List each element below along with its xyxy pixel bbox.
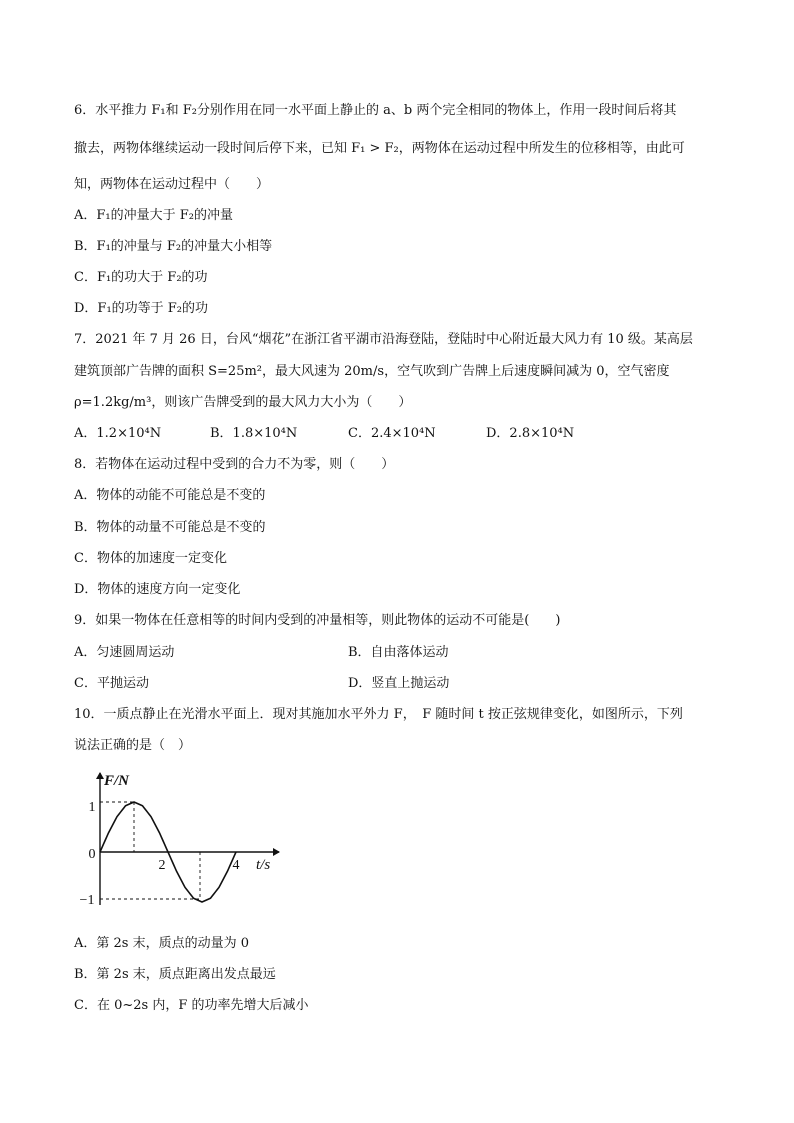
y-tick-minus-1: −1 xyxy=(79,893,95,908)
q7-line1: 7．2021 年 7 月 26 日，台风“烟花”在浙江省平湖市沿海登陆，登陆时中心附近最大风力有 10 级。某高层 xyxy=(74,332,693,347)
x-axis-label: t/s xyxy=(256,857,271,873)
q10-option-c: C．在 0~2s 内，F 的功率先增大后减小 xyxy=(74,998,309,1013)
q10-option-b: B．第 2s 末，质点距离出发点最远 xyxy=(74,967,276,982)
q6-option-a: A．F₁的冲量大于 F₂的冲量 xyxy=(74,208,233,223)
q7-line2: 建筑顶部广告牌的面积 S=25m²，最大风速为 20m/s，空气吹到广告牌上后速度瞬间减为 0，空气密度 xyxy=(74,364,670,379)
x-tick-2: 2 xyxy=(158,858,166,873)
q8-option-c: C．物体的加速度一定变化 xyxy=(74,551,227,566)
q6-option-b: B．F₁的冲量与 F₂的冲量大小相等 xyxy=(74,239,273,254)
q7-option-c: C．2.4×10⁴N xyxy=(348,426,436,441)
q8-option-d: D．物体的速度方向一定变化 xyxy=(74,582,241,597)
q6-option-c: C．F₁的功大于 F₂的功 xyxy=(74,270,208,285)
q6-line2: 撤去，两物体继续运动一段时间后停下来，已知 F₁ > F₂，两物体在运动过程中所发生的位移相等，由此可 xyxy=(74,141,685,156)
q7-option-b: B．1.8×10⁴N xyxy=(210,426,298,441)
q7-line3: ρ=1.2kg/m³，则该广告牌受到的最大风力大小为（ ） xyxy=(74,395,412,410)
q9-option-b: B．自由落体运动 xyxy=(348,645,449,660)
origin-label: 0 xyxy=(88,847,96,862)
q9-option-c: C．平抛运动 xyxy=(74,676,149,691)
q9-line1: 9．如果一物体在任意相等的时间内受到的冲量相等，则此物体的运动不可能是( ) xyxy=(74,613,561,628)
q8-line1: 8．若物体在运动过程中受到的合力不为零，则（ ） xyxy=(74,457,395,472)
sine-force-graph xyxy=(74,765,284,910)
q6-option-d: D．F₁的功等于 F₂的功 xyxy=(74,301,209,316)
q10-option-a: A．第 2s 末，质点的动量为 0 xyxy=(74,936,249,951)
q6-line3: 知，两物体在运动过程中（ ） xyxy=(74,177,270,192)
q8-option-b: B．物体的动量不可能总是不变的 xyxy=(74,520,266,535)
y-tick-1: 1 xyxy=(88,800,96,815)
q9-option-a: A．匀速圆周运动 xyxy=(74,645,175,660)
q7-option-a: A．1.2×10⁴N xyxy=(74,426,162,441)
q10-line2: 说法正确的是（ ） xyxy=(74,738,192,753)
q9-option-d: D．竖直上抛运动 xyxy=(348,676,450,691)
q7-option-d: D．2.8×10⁴N xyxy=(486,426,575,441)
x-tick-4: 4 xyxy=(232,858,240,873)
q8-option-a: A．物体的动能不可能总是不变的 xyxy=(74,488,266,503)
y-axis-label: F/N xyxy=(104,773,130,789)
q10-line1: 10．一质点静止在光滑水平面上．现对其施加水平外力 F， F 随时间 t 按正弦规律变化，如图所示，下列 xyxy=(74,707,683,722)
q6-line1: 6．水平推力 F₁和 F₂分别作用在同一水平面上静止的 a、b 两个完全相同的物体上，作用一段时间后将其 xyxy=(74,103,677,118)
